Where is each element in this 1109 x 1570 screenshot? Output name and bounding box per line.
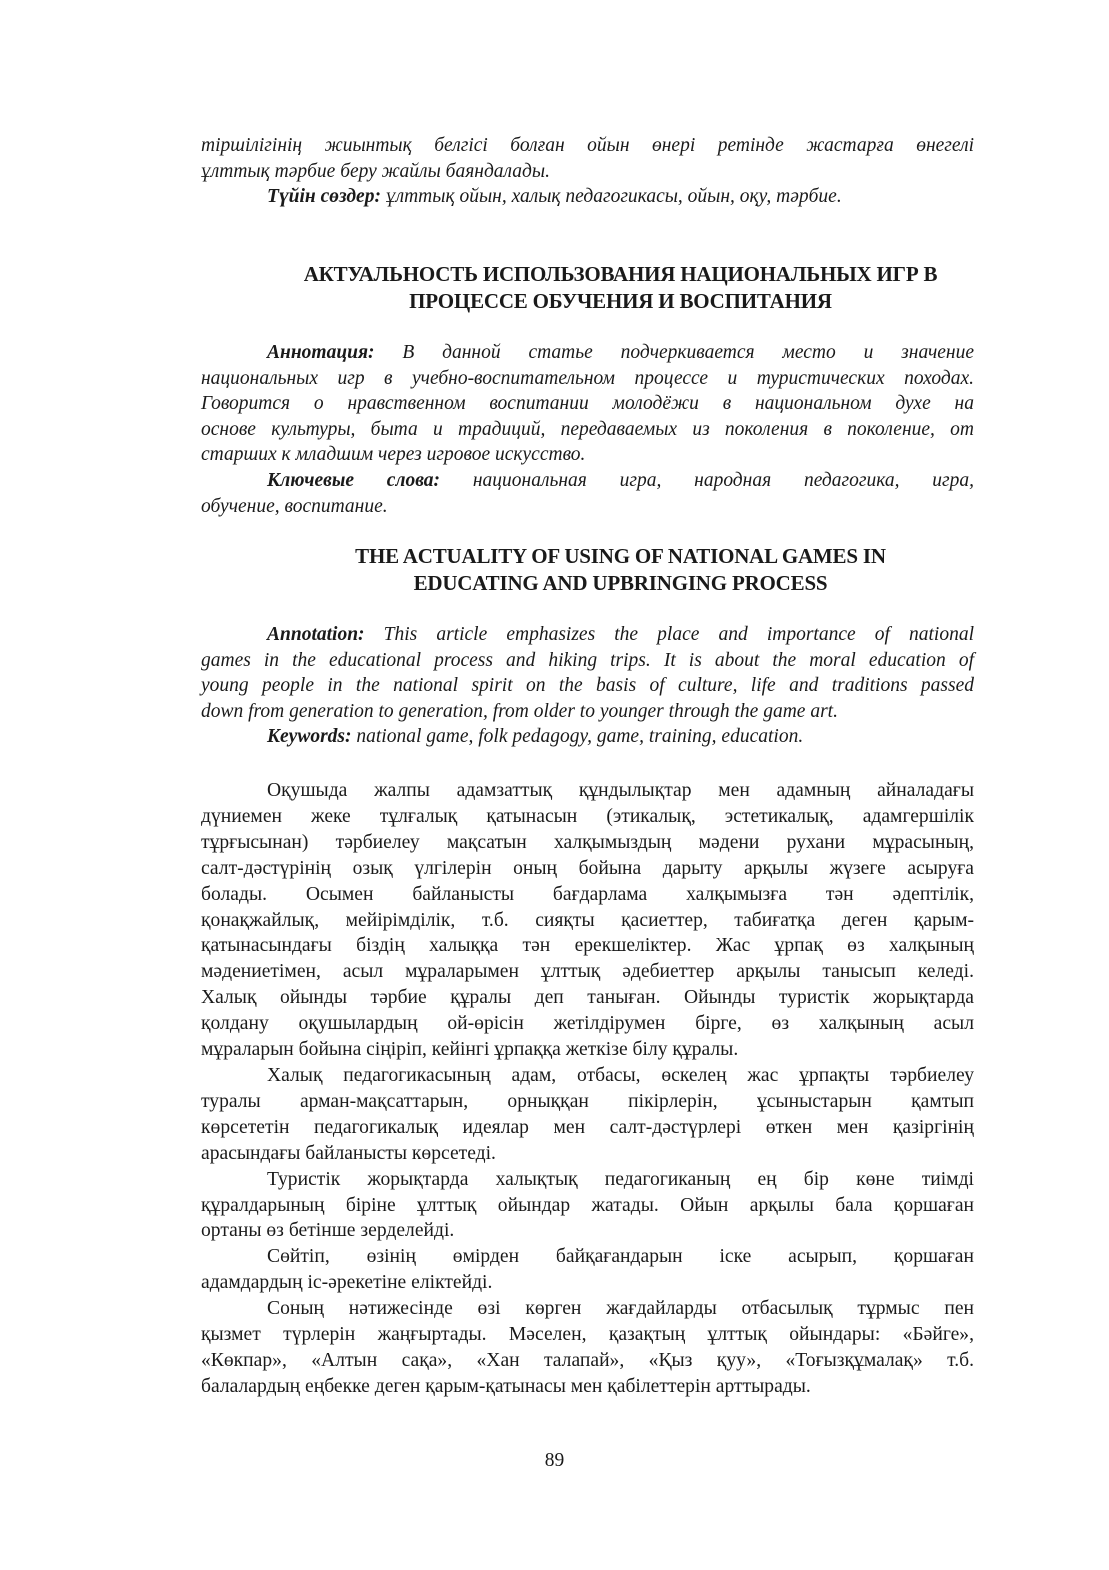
- english-keywords: [201, 724, 974, 750]
- body-line: Халық педагогикасының адам, отбасы, өскелең жас ұрпақты тәрбиелеу: [267, 1064, 974, 1086]
- body-paragraph: [201, 778, 974, 1063]
- body-text: [201, 778, 974, 1400]
- russian-title: [201, 261, 974, 315]
- english-title-line: THE ACTUALITY OF USING OF NATIONAL GAMES IN: [355, 544, 886, 568]
- russian-keywords-text: национальная игра, народная педагогика, игра,: [440, 469, 975, 491]
- body-line: адамдардың іс-әрекетіне еліктейді.: [201, 1272, 493, 1294]
- english-keywords-text: national game, folk pedagogy, game, training, education.: [351, 726, 804, 748]
- russian-annotation-label: Аннотация:: [267, 342, 375, 363]
- kazakh-abstract-line: ұлттық тәрбие беру жайлы баяндалады.: [201, 160, 550, 182]
- english-annotation-line: down from generation to generation, from older to younger through the game art.: [201, 700, 838, 722]
- kazakh-keywords-label: Түйін сөздер:: [267, 186, 381, 208]
- english-annotation-line: games in the educational process and hiking trips. It is about the moral education of: [201, 649, 974, 671]
- body-line: болады. Осымен байланысты бағдарлама халқымызға тән әдептілік,: [201, 883, 974, 905]
- body-paragraph: [201, 1244, 974, 1296]
- body-line: арасындағы байланысты көрсетеді.: [201, 1142, 496, 1164]
- body-line: Соның нәтижесінде өзі көрген жағдайларды отбасылық тұрмыс пен: [267, 1298, 974, 1320]
- russian-title-line: ПРОЦЕССЕ ОБУЧЕНИЯ И ВОСПИТАНИЯ: [409, 289, 832, 313]
- body-paragraph: [201, 1296, 974, 1400]
- body-line: құралдарының біріне ұлттық ойындар жатады. Ойын арқылы бала қоршаған: [201, 1194, 974, 1216]
- russian-annotation-text: В данной статье подчеркивается место и значение: [374, 342, 974, 363]
- body-line: қонақжайлық, мейірімділік, т.б. сияқты қасиеттер, табиғатқа деген қарым-: [201, 909, 974, 931]
- page-number: 89: [544, 1450, 565, 1471]
- body-line: Сөйтіп, өзінің өмірден байқағандарын іске асырып, қоршаған: [267, 1246, 974, 1268]
- english-title: [201, 543, 974, 597]
- russian-annotation: [201, 340, 974, 519]
- body-line: мұраларын бойына сіңіріп, кейінгі ұрпаққа жеткізе білу құралы.: [201, 1039, 739, 1061]
- russian-annotation-line: национальных игр в учебно-воспитательном процессе и туристических походах.: [201, 367, 974, 389]
- russian-keywords-label: Ключевые слова:: [267, 469, 441, 491]
- russian-annotation-line: основе культуры, быта и традиций, передаваемых из поколения в поколение, от: [201, 418, 974, 440]
- english-annotation-line: young people in the national spirit on the basis of culture, life and traditions passed: [201, 675, 974, 697]
- body-line: туралы арман-мақсаттарын, орныққан пікірлерін, ұсыныстарын қамтып: [201, 1090, 974, 1112]
- english-annotation-text: This article emphasizes the place and importance of national: [364, 624, 974, 645]
- russian-title-line: АКТУАЛЬНОСТЬ ИСПОЛЬЗОВАНИЯ НАЦИОНАЛЬНЫХ ИГР В: [303, 262, 938, 286]
- body-line: қатынасындағы біздің халыққа тән ерекшеліктер. Жас ұрпақ өз халқының: [201, 935, 974, 957]
- body-line: қызмет түрлерін жаңғыртады. Мәселен, қазақтың ұлттық ойындары: «Бәйге»,: [201, 1324, 974, 1346]
- body-line: балалардың еңбекке деген қарым-қатынасы мен қабілеттерін арттырады.: [201, 1375, 811, 1397]
- body-line: Туристік жорықтарда халықтық педагогиканың ең бір көне тиімді: [267, 1168, 974, 1190]
- body-line: тұрғысынан) тәрбиелеу мақсатын халқымыздың мәдени рухани мұрасының,: [201, 831, 974, 853]
- body-line: «Көкпар», «Алтын сақа», «Хан талапай», «Қыз қуу», «Тоғызқұмалақ» т.б.: [201, 1349, 974, 1371]
- kazakh-keywords: [201, 184, 974, 210]
- body-line: қолдану оқушылардың ой-өрісін жетілдірумен бірге, өз халқының асыл: [201, 1013, 974, 1035]
- body-paragraph: [201, 1167, 974, 1245]
- kazakh-keywords-text: ұлттық ойын, халық педагогикасы, ойын, оқу, тәрбие.: [380, 186, 842, 208]
- english-title-line: EDUCATING AND UPBRINGING PROCESS: [413, 571, 828, 595]
- russian-annotation-line: старших к младшим через игровое искусство.: [201, 444, 586, 466]
- body-line: салт-дәстүрінің озық үлгілерін оның бойына дарыту арқылы жүзеге асыруға: [201, 857, 974, 879]
- body-line: мәдениетімен, асыл мұраларымен ұлттық әдебиеттер арқылы танысып келеді.: [201, 961, 974, 983]
- russian-keywords-line: обучение, воспитание.: [201, 495, 388, 517]
- english-annotation-line: [201, 622, 974, 648]
- kazakh-abstract: [201, 133, 974, 210]
- body-line: Оқушыда жалпы адамзаттық құндылықтар мен адамның айналадағы: [267, 780, 974, 801]
- kazakh-abstract-line: тіршілігінің жиынтық белгісі болған ойын өнері ретінде жастарға өнегелі: [201, 135, 974, 156]
- body-paragraph: [201, 1063, 974, 1167]
- russian-keywords: [201, 468, 974, 494]
- english-annotation: [201, 622, 974, 750]
- russian-annotation-line: Говорится о нравственном воспитании молодёжи в национальном духе на: [201, 393, 974, 415]
- body-line: дүниемен жеке тұлғалық қатынасын (этикалық, эстетикалық, адамгершілік: [201, 805, 974, 827]
- body-line: Халық ойынды тәрбие құралы деп таныған. Ойынды туристік жорықтарда: [201, 987, 974, 1009]
- english-keywords-label: Keywords:: [267, 726, 352, 748]
- body-line: көрсететін педагогикалық идеялар мен салт-дәстүрлері өткен мен қазіргінің: [201, 1116, 974, 1138]
- body-line: ортаны өз бетінше зерделейді.: [201, 1220, 455, 1242]
- english-annotation-label: Annotation:: [267, 624, 365, 645]
- russian-annotation-line: [201, 340, 974, 366]
